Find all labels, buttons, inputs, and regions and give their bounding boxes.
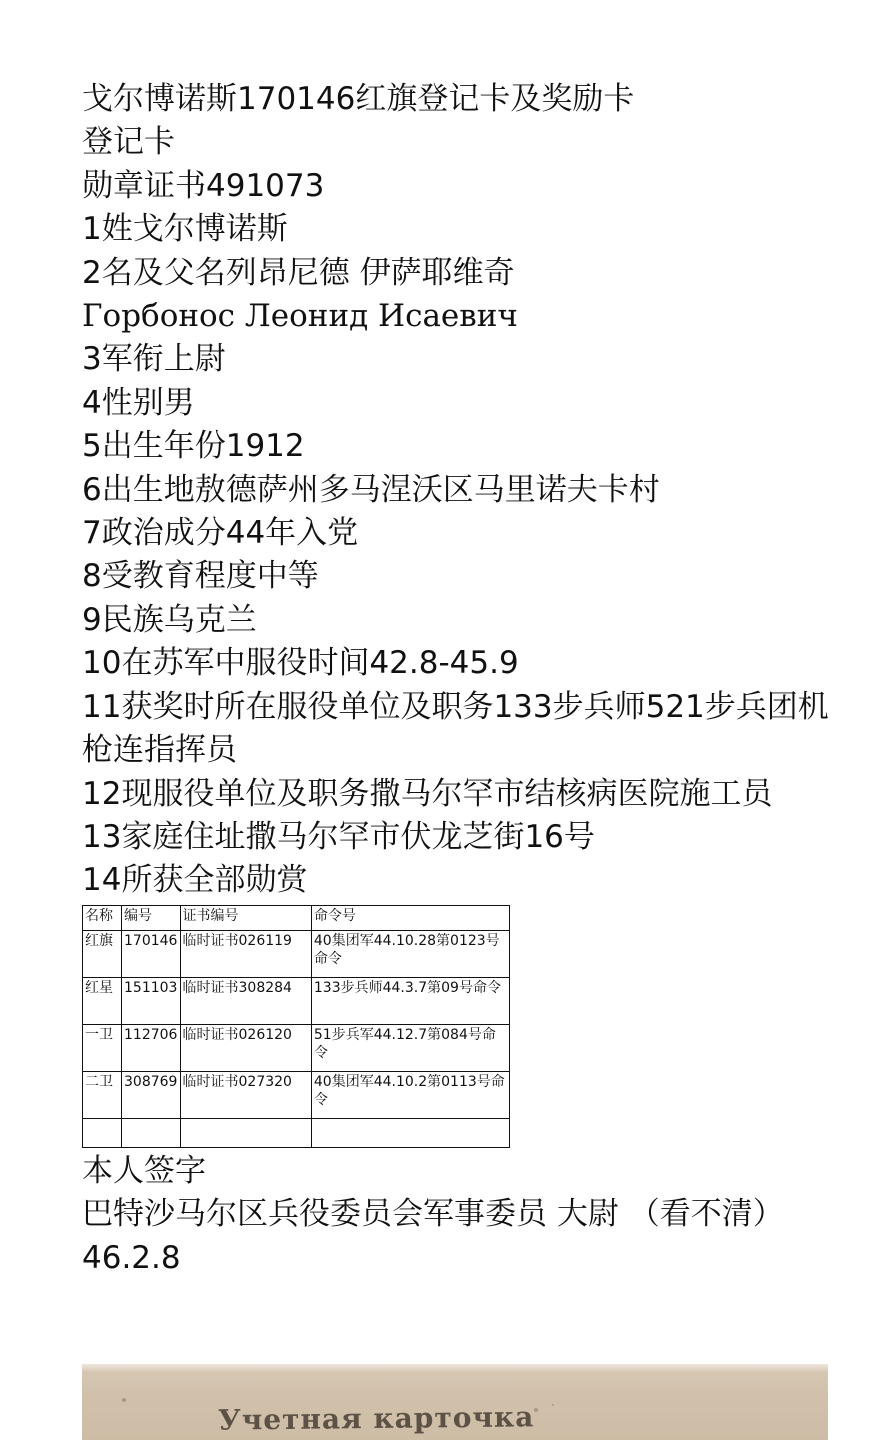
table-header-row bbox=[83, 905, 510, 930]
field-address: 13家庭住址撒马尔罕市伏龙芝街16号 bbox=[82, 818, 595, 855]
cell-name bbox=[83, 1118, 122, 1147]
header-order: 命令号 bbox=[311, 905, 509, 930]
cell-order: 51步兵军44.12.7第084号命令 bbox=[311, 1024, 509, 1071]
field-nationality: 9民族乌克兰 bbox=[82, 601, 257, 638]
field-birthplace: 6出生地敖德萨州多马涅沃区马里诺夫卡村 bbox=[82, 471, 660, 508]
field-birth-year: 5出生年份1912 bbox=[82, 428, 305, 465]
field-current-unit: 12现服役单位及职务撒马尔罕市结核病医院施工员 bbox=[82, 775, 773, 812]
photo-speck bbox=[534, 1408, 538, 1412]
awards-table bbox=[82, 905, 510, 1148]
cell-name: 红星 bbox=[83, 977, 122, 1024]
signature-label: 本人签字 bbox=[82, 1152, 206, 1189]
field-all-awards: 14所获全部勋赏 bbox=[82, 862, 308, 899]
field-party: 7政治成分44年入党 bbox=[82, 515, 359, 552]
cell-order: 40集团军44.10.28第0123号命令 bbox=[311, 930, 509, 977]
photo-edge bbox=[82, 1364, 828, 1372]
cell-order bbox=[311, 1118, 509, 1147]
cell-order: 40集团军44.10.2第0113号命令 bbox=[311, 1071, 509, 1118]
cell-certificate bbox=[180, 1118, 311, 1147]
table-row bbox=[83, 1024, 510, 1071]
table-row-empty bbox=[83, 1118, 510, 1147]
document-body bbox=[82, 78, 842, 1280]
cell-number: 112706 bbox=[122, 1024, 181, 1071]
table-row bbox=[83, 930, 510, 977]
field-name-russian: Горбонос Леонид Исаевич bbox=[82, 298, 518, 335]
cell-name: 红旗 bbox=[83, 930, 122, 977]
field-surname: 1姓戈尔博诺斯 bbox=[82, 211, 288, 248]
header-certificate: 证书编号 bbox=[180, 905, 311, 930]
cell-certificate: 临时证书026120 bbox=[180, 1024, 311, 1071]
certificate-number: 勋章证书491073 bbox=[82, 167, 325, 204]
cell-certificate: 临时证书027320 bbox=[180, 1071, 311, 1118]
table-row bbox=[83, 977, 510, 1024]
cell-name: 一卫 bbox=[83, 1024, 122, 1071]
cell-certificate: 临时证书026119 bbox=[180, 930, 311, 977]
photo-speck bbox=[122, 1398, 126, 1402]
field-gender: 4性别男 bbox=[82, 384, 195, 421]
document-title: 戈尔博诺斯170146红旗登记卡及奖励卡 bbox=[82, 81, 635, 117]
cell-number: 170146 bbox=[122, 930, 181, 977]
header-number: 编号 bbox=[122, 905, 181, 930]
photo-speck bbox=[552, 1404, 554, 1406]
cell-number: 308769 bbox=[122, 1071, 181, 1118]
cell-number: 151103 bbox=[122, 977, 181, 1024]
cell-name: 二卫 bbox=[83, 1071, 122, 1118]
field-service-period: 10在苏军中服役时间42.8-45.9 bbox=[82, 645, 519, 682]
cell-number bbox=[122, 1118, 181, 1147]
field-award-unit: 11获奖时所在服役单位及职务133步兵师521步兵团机枪连指挥员 bbox=[82, 688, 829, 769]
document-subtitle: 登记卡 bbox=[82, 124, 175, 161]
official-signatory: 巴特沙马尔区兵役委员会军事委员 大尉 （看不清） bbox=[82, 1196, 784, 1233]
header-name: 名称 bbox=[83, 905, 122, 930]
cell-order: 133步兵师44.3.7第09号命令 bbox=[311, 977, 509, 1024]
field-rank: 3军衔上尉 bbox=[82, 341, 226, 378]
table-row bbox=[83, 1071, 510, 1118]
photo-caption: Учетная карточка bbox=[217, 1400, 535, 1437]
field-education: 8受教育程度中等 bbox=[82, 558, 319, 595]
field-name-patronymic: 2名及父名列昂尼德 伊萨耶维奇 bbox=[82, 254, 515, 291]
issue-date: 46.2.8 bbox=[82, 1239, 181, 1276]
scanned-card-photo bbox=[82, 1364, 828, 1440]
cell-certificate: 临时证书308284 bbox=[180, 977, 311, 1024]
